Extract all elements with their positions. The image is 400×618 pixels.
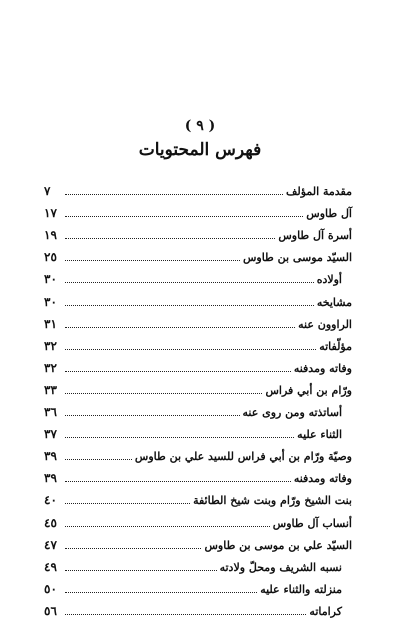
toc-entry-page-number: ٣٣: [44, 382, 57, 397]
dot-leader: [65, 414, 240, 416]
dot-leader: [65, 237, 275, 239]
toc-entry-title: مقدمة المؤلف: [285, 185, 352, 199]
toc-entry-page-number: ١٧: [44, 206, 57, 221]
toc-entry: [44, 198, 352, 220]
toc-entry-title: منزلته والثناء عليه: [260, 582, 342, 596]
toc-entry-page-number: ٣٠: [44, 294, 57, 309]
toc-entry-title: وفاته ومدفنه: [293, 361, 352, 375]
toc-entry: [44, 264, 352, 286]
dot-leader: [65, 259, 240, 261]
toc-entry: [44, 220, 352, 242]
toc-entry-page-number: ٣٠: [44, 272, 57, 287]
toc-entry-page-number: ٣٢: [44, 360, 57, 375]
toc-entry-page-number: ٥٦: [44, 603, 57, 618]
toc-entry: [44, 353, 352, 375]
toc-entry-title: الثناء عليه: [297, 428, 342, 442]
toc-entry: [44, 574, 352, 596]
dot-leader: [65, 326, 295, 328]
table-of-contents: [44, 176, 352, 618]
toc-entry: [44, 485, 352, 507]
toc-entry: [44, 441, 352, 463]
dot-leader: [65, 215, 303, 217]
toc-entry-title: وفاته ومدفنه: [293, 472, 352, 486]
dot-leader: [65, 392, 262, 394]
toc-entry: [44, 419, 352, 441]
toc-entry: [44, 463, 352, 485]
dot-leader: [65, 591, 257, 593]
dot-leader: [65, 547, 201, 549]
toc-entry-page-number: ٣١: [44, 316, 57, 331]
toc-entry-title: أساتذته ومن روى عنه: [242, 406, 342, 420]
toc-entry: [44, 331, 352, 353]
toc-entry-page-number: ٢٥: [44, 250, 57, 265]
toc-entry-title: السيّد موسى بن طاوس: [242, 251, 352, 265]
section-number: ( ٩ ): [184, 118, 216, 134]
toc-entry-title: آل طاوس: [306, 207, 352, 221]
toc-entry: [44, 286, 352, 308]
toc-entry-page-number: ٤٥: [44, 515, 57, 530]
dot-leader: [65, 281, 314, 283]
toc-entry: [44, 507, 352, 529]
toc-entry-page-number: ٣٦: [44, 405, 57, 420]
dot-leader: [65, 370, 291, 372]
dot-leader: [65, 348, 316, 350]
toc-entry-page-number: ٣٧: [44, 427, 57, 442]
toc-entry-title: ورّام بن أبي فراس: [265, 383, 352, 397]
toc-entry: [44, 397, 352, 419]
toc-entry-page-number: ١٩: [44, 228, 57, 243]
toc-entry-title: وصيّة ورّام بن أبي فراس للسيد علي بن طاوس: [134, 450, 352, 464]
toc-entry-title: أنساب آل طاوس: [272, 516, 352, 530]
toc-entry-title: الراوون عنه: [298, 317, 352, 331]
toc-entry-title: السيّد علي بن موسى بن طاوس: [204, 538, 352, 552]
toc-entry-page-number: ٥٠: [44, 581, 57, 596]
toc-entry-title: كراماته: [309, 604, 342, 618]
toc-entry-title: مؤلّفاته: [319, 339, 352, 353]
toc-entry: [44, 552, 352, 574]
dot-leader: [65, 613, 306, 615]
toc-entry-page-number: ٧: [44, 184, 51, 199]
dot-leader: [65, 193, 283, 195]
dot-leader: [65, 569, 217, 571]
toc-entry-title: نسبه الشريف ومحلّ ولادته: [219, 560, 342, 574]
toc-entry: [44, 242, 352, 264]
dot-leader: [65, 502, 190, 504]
toc-entry-page-number: ٤٧: [44, 537, 57, 552]
toc-entry-title: مشايخه: [316, 295, 352, 309]
toc-entry-title: أسرة آل طاوس: [278, 229, 352, 243]
dot-leader: [65, 525, 270, 527]
toc-entry-title: أولاده: [316, 273, 342, 287]
dot-leader: [65, 304, 314, 306]
toc-entry-page-number: ٣٩: [44, 471, 57, 486]
dot-leader: [65, 458, 132, 460]
dot-leader: [65, 436, 294, 438]
toc-entry-page-number: ٣٩: [44, 449, 57, 464]
dot-leader: [65, 480, 291, 482]
toc-entry: [44, 596, 352, 618]
page-title: فهرس المحتويات: [138, 140, 262, 160]
toc-entry: [44, 176, 352, 198]
toc-entry-title: بنت الشيخ ورّام وبنت شيخ الطائفة: [193, 494, 352, 508]
toc-entry-page-number: ٤٩: [44, 559, 57, 574]
toc-entry: [44, 309, 352, 331]
toc-entry-page-number: ٣٢: [44, 338, 57, 353]
toc-entry-page-number: ٤٠: [44, 493, 57, 508]
toc-entry: [44, 530, 352, 552]
toc-entry: [44, 375, 352, 397]
